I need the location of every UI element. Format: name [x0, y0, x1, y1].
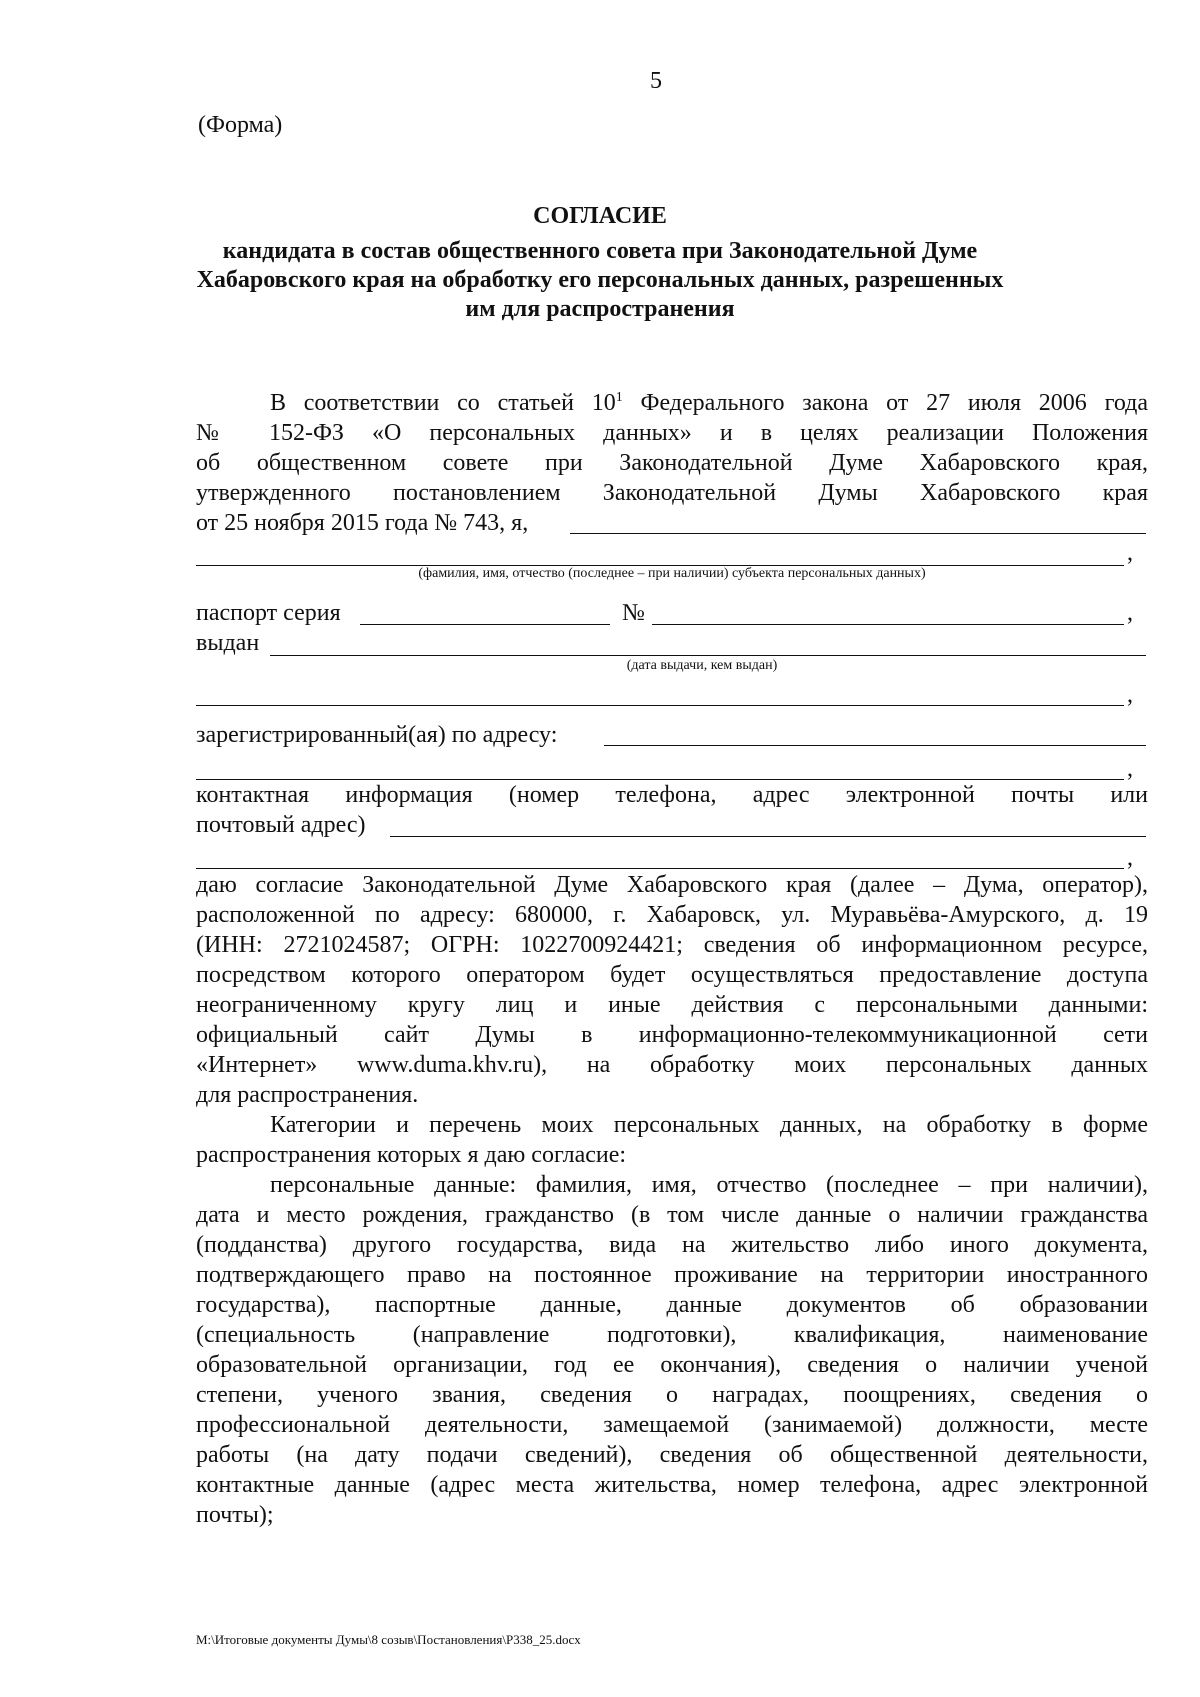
- personal-data-line: образовательной организации, год ее окончания), сведения о наличии ученой: [196, 1352, 1148, 1378]
- issued-field[interactable]: [270, 655, 1146, 656]
- title-line-3: им для распространения: [465, 296, 735, 322]
- issued-caption: (дата выдачи, кем выдан): [626, 658, 778, 673]
- issued-label: выдан: [196, 630, 260, 656]
- personal-data-line: профессиональной деятельности, замещаемой (занимаемой) должности, месте: [196, 1412, 1148, 1438]
- consent-line: даю согласие Законодательной Думе Хабаровского края (далее – Дума, оператор),: [196, 872, 1148, 898]
- intro-line-3: об общественном совете при Законодательной Думе Хабаровского края,: [196, 450, 1148, 476]
- consent-line: (ИНН: 2721024587; ОГРН: 1022700924421; сведения об информационном ресурсе,: [196, 932, 1148, 958]
- categories-line: распространения которых я даю согласие:: [196, 1142, 627, 1168]
- personal-data-line: степени, ученого звания, сведения о наградах, поощрениях, сведения о: [196, 1382, 1148, 1408]
- fio-caption: (фамилия, имя, отчество (последнее – при наличии) субъекта персональных данных): [418, 566, 926, 581]
- personal-data-line: контактные данные (адрес места жительства, номер телефона, адрес электронной: [196, 1472, 1148, 1498]
- title-line-2: Хабаровского края на обработку его персональных данных, разрешенных: [196, 267, 1004, 293]
- registered-address-label: зарегистрированный(ая) по адресу:: [196, 722, 558, 748]
- consent-line: для распространения.: [196, 1082, 419, 1108]
- comma: ,: [1127, 682, 1133, 708]
- personal-data-line: (специальность (направление подготовки), квалификация, наименование: [196, 1322, 1148, 1348]
- intro-line-5: от 25 ноября 2015 года № 743, я,: [196, 510, 529, 536]
- personal-data-line: почты);: [196, 1502, 274, 1528]
- intro-line-1: В соответствии со статьей $10^1$ Федерального закона от 27 июля 2006 года: [270, 390, 1148, 416]
- contact-info-label-line-2: почтовый адрес): [196, 812, 366, 838]
- name-field-line-1[interactable]: [570, 533, 1146, 534]
- consent-line: расположенной по адресу: 680000, г. Хабаровск, ул. Муравьёва-Амурского, д. 19: [196, 902, 1148, 928]
- consent-line: официальный сайт Думы в информационно-телекоммуникационной сети: [196, 1022, 1148, 1048]
- passport-series-field[interactable]: [360, 624, 610, 625]
- title-line-1: кандидата в состав общественного совета при Законодательной Думе: [222, 238, 978, 264]
- personal-data-line: (подданства) другого государства, вида на жительство либо иного документа,: [196, 1232, 1148, 1258]
- consent-line: посредством которого оператором будет осуществляться предоставление доступа: [196, 962, 1148, 988]
- passport-number-label: №: [622, 600, 645, 626]
- comma: ,: [1127, 540, 1133, 566]
- contact-info-label-line-1: контактная информация (номер телефона, адрес электронной почты или: [196, 782, 1148, 808]
- registered-address-field[interactable]: [604, 745, 1146, 746]
- document-heading: СОГЛАСИЕ: [533, 203, 667, 229]
- comma: ,: [1127, 845, 1133, 871]
- form-label: (Форма): [198, 112, 283, 138]
- intro-line-2: № 152-ФЗ «О персональных данных» и в целях реализации Положения: [196, 420, 1148, 446]
- issued-field-line-2[interactable]: [196, 705, 1124, 706]
- passport-series-label: паспорт серия: [196, 600, 341, 626]
- intro-line-4: утвержденного постановлением Законодательной Думы Хабаровского края: [196, 480, 1148, 506]
- consent-line: «Интернет» www.duma.khv.ru), на обработку моих персональных данных: [196, 1052, 1148, 1078]
- contact-info-field-line-2[interactable]: [196, 868, 1124, 869]
- footer-file-path: M:\Итоговые документы Думы\8 созыв\Постановления\Р338_25.docx: [196, 1632, 581, 1647]
- personal-data-line: дата и место рождения, гражданство (в том числе данные о наличии гражданства: [196, 1202, 1148, 1228]
- personal-data-line: подтверждающего право на постоянное проживание на территории иностранного: [196, 1262, 1148, 1288]
- personal-data-line: работы (на дату подачи сведений), сведения об общественной деятельности,: [196, 1442, 1148, 1468]
- comma: ,: [1127, 600, 1133, 626]
- page-number: 5: [650, 68, 662, 94]
- comma: ,: [1127, 756, 1133, 782]
- contact-info-field[interactable]: [390, 836, 1146, 837]
- personal-data-line: персональные данные: фамилия, имя, отчество (последнее – при наличии),: [270, 1172, 1148, 1198]
- categories-line: Категории и перечень моих персональных данных, на обработку в форме: [270, 1112, 1148, 1138]
- personal-data-line: государства), паспортные данные, данные документов об образовании: [196, 1292, 1148, 1318]
- passport-number-field[interactable]: [652, 624, 1124, 625]
- consent-line: неограниченному кругу лиц и иные действия с персональными данными:: [196, 992, 1148, 1018]
